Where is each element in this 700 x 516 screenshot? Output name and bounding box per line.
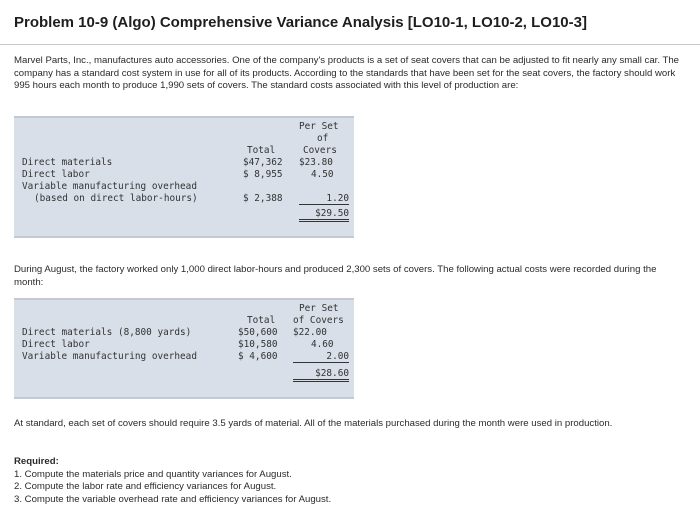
row-label-direct-labor: Direct labor (22, 169, 90, 180)
row-label-variable-overhead-basis: (based on direct labor-hours) (34, 193, 198, 204)
problem-title: Problem 10-9 (Algo) Comprehensive Variance Analysis [LO10-1, LO10-2, LO10-3] (14, 14, 587, 31)
table-top-band (14, 116, 354, 118)
per-set-header-line1: Per Set (299, 303, 339, 314)
row-perset-direct-labor: 4.50 (311, 169, 334, 180)
row-perset-variable-overhead: 1.20 (299, 193, 349, 205)
table-bottom-band (14, 397, 354, 399)
row-label-variable-overhead: Variable manufacturing overhead (22, 351, 197, 362)
table-bottom-band (14, 236, 354, 238)
august-paragraph: During August, the factory worked only 1,000 direct labor-hours and produced 2,300 sets of covers. The following actual costs were recorded during the month: (14, 264, 657, 288)
per-set-header-line2: of Covers (293, 315, 344, 326)
row-total-direct-materials: $50,600 (238, 327, 278, 338)
required-item: 3. Compute the variable overhead rate and efficiency variances for August. (14, 493, 332, 505)
row-perset-direct-labor: 4.60 (311, 339, 334, 350)
required-item: 2. Compute the labor rate and efficiency variances for August. (14, 481, 277, 493)
row-label-direct-materials: Direct materials (22, 157, 113, 168)
title-divider (0, 44, 700, 45)
row-total-direct-labor: $ 8,955 (243, 169, 283, 180)
per-set-header-line3: Covers (303, 145, 337, 156)
row-total-direct-labor: $10,580 (238, 339, 278, 350)
row-label-variable-overhead: Variable manufacturing overhead (22, 181, 197, 192)
row-perset-direct-materials: $23.80 (299, 157, 333, 168)
per-set-total: $28.60 (293, 368, 349, 382)
row-label-direct-labor: Direct labor (22, 339, 90, 350)
standard-cost-table (14, 116, 354, 238)
actual-cost-table (14, 298, 354, 399)
row-perset-direct-materials: $22.00 (293, 327, 327, 338)
row-total-direct-materials: $47,362 (243, 157, 283, 168)
required-section (14, 456, 331, 506)
per-set-total: $29.50 (299, 208, 349, 222)
total-header: Total (247, 315, 276, 326)
per-set-header-line1: Per Set (299, 121, 339, 132)
required-heading: Required: (14, 456, 59, 467)
total-header: Total (247, 145, 276, 156)
row-label-direct-materials: Direct materials (8,800 yards) (22, 327, 192, 338)
intro-paragraph: Marvel Parts, Inc., manufactures auto accessories. One of the company's products is a set of seat covers that can be adjusted to fit nearly any small car. The company has a standard cost system in use for all of its products. According to the standards that have been set for the seat covers, the factory should work 995 hours each month to produce 1,990 sets of covers. The standard costs associated with this level of production are: (14, 55, 680, 92)
table-top-band (14, 298, 354, 300)
standard-note-paragraph: At standard, each set of covers should require 3.5 yards of material. All of the materials purchased during the month were used in production. (14, 418, 613, 429)
per-set-header-line2: of (317, 133, 329, 144)
row-perset-variable-overhead: 2.00 (293, 351, 349, 363)
row-total-variable-overhead: $ 4,600 (238, 351, 278, 362)
required-item: 1. Compute the materials price and quantity variances for August. (14, 468, 292, 480)
row-total-variable-overhead: $ 2,388 (243, 193, 283, 204)
